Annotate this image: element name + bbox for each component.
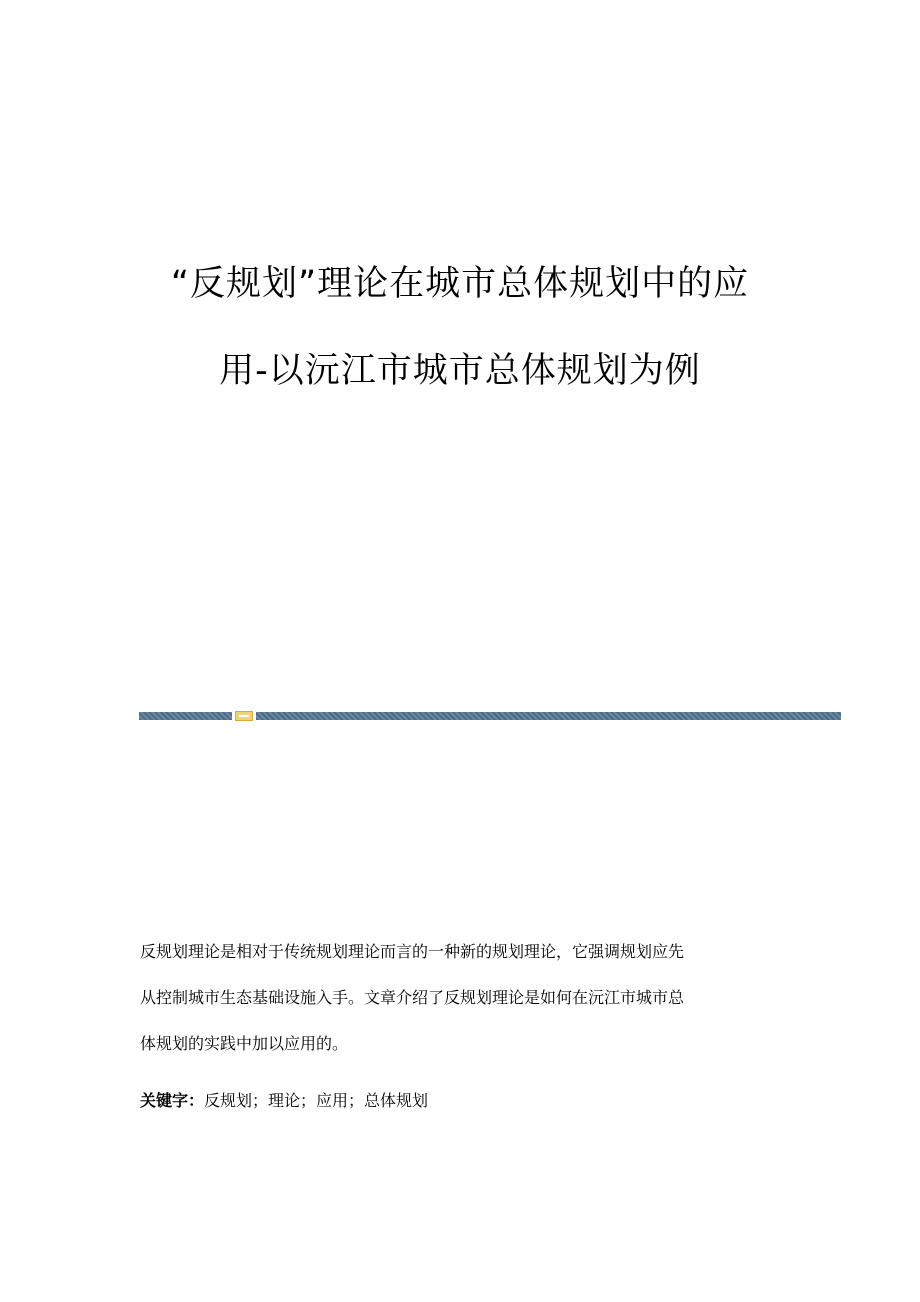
section-divider xyxy=(139,711,841,720)
keywords-text: 反规划；理论；应用；总体规划 xyxy=(204,1091,429,1110)
abstract-line-1: 反规划理论是相对于传统规划理论而言的一种新的规划理论，它强调规划应先 xyxy=(140,942,685,961)
document-title xyxy=(0,262,920,393)
divider-bar-right xyxy=(256,712,841,720)
abstract xyxy=(140,944,780,1052)
divider-bar-left xyxy=(139,712,232,720)
title-line-2: 用-以沅江市城市总体规划为例 xyxy=(219,351,701,391)
keywords xyxy=(140,1092,428,1110)
abstract-line-2: 从控制城市生态基础设施入手。文章介绍了反规划理论是如何在沅江市城市总 xyxy=(140,988,685,1007)
divider-ornament-icon xyxy=(235,711,253,721)
title-line-1: “反规划”理论在城市总体规划中的应 xyxy=(170,264,750,304)
keywords-label: 关键字： xyxy=(140,1091,205,1110)
abstract-line-3: 体规划的实践中加以应用的。 xyxy=(140,1034,349,1053)
